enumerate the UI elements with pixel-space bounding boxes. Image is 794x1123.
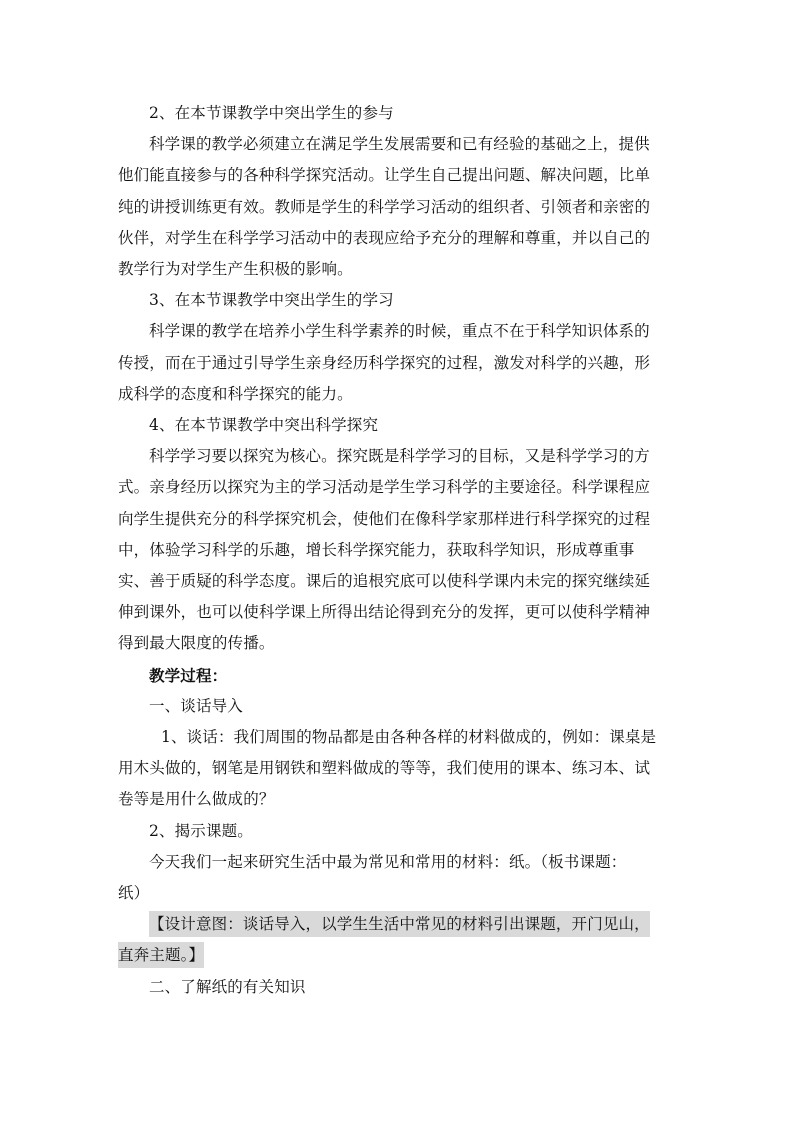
part-2-heading: 二、了解纸的有关知识 (149, 977, 306, 996)
paragraph-line: 卷等是用什么做成的？ (118, 790, 275, 809)
paragraph-line: 得到最大限度的传播。 (118, 634, 275, 653)
paragraph-line: 今天我们一起来研究生活中最为常见和常用的材料：纸。（板书课题： (149, 852, 627, 871)
paragraph-line: 纸） (118, 884, 150, 903)
section-4-heading: 4、在本节课教学中突出科学探究 (149, 416, 379, 435)
paragraph-line: 传授，而在于通过引导学生亲身经历科学探究的过程，激发对科学的兴趣，形 (118, 353, 651, 372)
item-2-heading: 2、揭示课题。 (149, 821, 253, 840)
section-2-heading: 2、在本节课教学中突出学生的参与 (149, 104, 394, 122)
paragraph-line: 科学课的教学必须建立在满足学生发展需要和已有经验的基础之上，提供 (149, 135, 650, 154)
section-3-heading: 3、在本节课教学中突出学生的学习 (149, 291, 394, 310)
paragraph-line: 中，体验学习科学的乐趣，增长科学探究能力，获取科学知识，形成尊重事 (118, 540, 635, 559)
paragraph-line: 伙伴，对学生在科学学习活动中的表现应给予充分的理解和尊重，并以自己的 (118, 228, 651, 247)
paragraph-line: 式。亲身经历以探究为主的学习活动是学生学习科学的主要途径。科学课程应 (118, 478, 651, 497)
paragraph-line: 科学课的教学在培养小学生科学素养的时候，重点不在于科学知识体系的 (149, 322, 650, 341)
paragraph-line: 伸到课外，也可以使科学课上所得出结论得到充分的发挥，更可以使科学精神 (118, 603, 651, 622)
paragraph-line: 他们能直接参与的各种科学探究活动。让学生自己提出问题、解决问题，比单 (118, 166, 651, 185)
paragraph-line: 实、善于质疑的科学态度。课后的追根究底可以使科学课内未完的探究继续延 (118, 572, 651, 591)
paragraph-line: 向学生提供充分的科学探究机会，使他们在像科学家那样进行科学探究的过程 (118, 509, 651, 528)
teaching-process-heading: 教学过程： (149, 665, 228, 685)
paragraph-line: 1、谈话：我们周围的物品都是由各种各样的材料做成的，例如：课桌是 (161, 728, 657, 747)
part-1-heading: 一、谈话导入 (149, 696, 243, 715)
paragraph-line: 教学行为对学生产生积极的影响。 (118, 260, 353, 279)
design-intent-row (118, 909, 666, 940)
paragraph-line: 科学学习要以探究为核心。探究既是科学学习的目标，又是科学学习的方 (149, 447, 650, 466)
design-intent-highlight: 直奔主题。】 (118, 942, 204, 968)
design-intent-highlight: 【设计意图：谈话导入，以学生生活中常见的材料引出课题，开门见山， (149, 911, 650, 937)
design-intent-row (118, 940, 666, 971)
paragraph-line: 用木头做的，钢笔是用钢铁和塑料做成的等等，我们使用的课本、练习本、试 (118, 759, 651, 778)
paragraph-line: 纯的讲授训练更有效。教师是学生的科学学习活动的组织者、引领者和亲密的 (118, 197, 651, 216)
document-page (118, 98, 666, 1003)
paragraph-line: 成科学的态度和科学探究的能力。 (118, 384, 353, 403)
